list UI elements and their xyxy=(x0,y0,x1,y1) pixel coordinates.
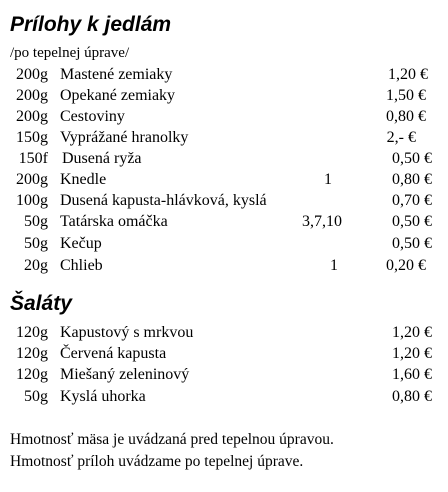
item-qty: 120g xyxy=(16,366,48,383)
item-name: Kečup xyxy=(60,235,102,252)
item-name: Červená kapusta xyxy=(60,345,167,362)
item-price: 0,20 € xyxy=(386,257,426,274)
menu-row xyxy=(0,64,448,85)
item-price: 0,80 € xyxy=(392,388,432,405)
menu-row xyxy=(0,255,448,276)
item-price: 1,20 € xyxy=(392,345,432,362)
menu-row xyxy=(0,85,448,106)
item-qty: 200g xyxy=(16,66,48,83)
item-qty: 150g xyxy=(16,129,48,146)
item-name: Kyslá uhorka xyxy=(60,388,146,405)
item-qty: 200g xyxy=(16,87,48,104)
menu-row xyxy=(0,127,448,148)
item-name: Chlieb xyxy=(60,257,103,274)
item-name: Kapustový s mrkvou xyxy=(60,324,194,341)
item-price: 1,50 € xyxy=(386,87,426,104)
item-name: Tatárska omáčka xyxy=(60,213,168,230)
menu-row xyxy=(0,386,448,407)
menu-row xyxy=(0,106,448,127)
item-name: Miešaný zeleninový xyxy=(60,366,190,383)
salads-title: Šaláty xyxy=(10,292,72,315)
item-qty: 200g xyxy=(16,108,48,125)
item-qty: 120g xyxy=(16,345,48,362)
menu-row xyxy=(0,343,448,364)
item-name: Cestoviny xyxy=(60,108,125,125)
sides-title: Prílohy k jedlám xyxy=(10,13,172,36)
item-name: Dusená kapusta-hlávková, kyslá xyxy=(60,192,267,209)
menu-row xyxy=(0,364,448,385)
item-price: 0,50 € xyxy=(392,235,432,252)
item-price: 0,80 € xyxy=(386,108,426,125)
footer-note-meat: Hmotnosť mäsa je uvádzaná pred tepelnou úpravou. xyxy=(10,431,334,448)
menu-row xyxy=(0,190,448,211)
item-allergens: 3,7,10 xyxy=(302,213,342,230)
menu-row xyxy=(0,211,448,232)
item-qty: 150f xyxy=(18,150,48,167)
item-qty: 50g xyxy=(24,388,48,405)
sides-subtitle: /po tepelnej úprave/ xyxy=(10,45,130,61)
item-price: 0,50 € xyxy=(392,213,432,230)
menu-row xyxy=(0,322,448,343)
item-qty: 50g xyxy=(24,235,48,252)
item-name: Dusená ryža xyxy=(62,150,142,167)
item-name: Knedle xyxy=(60,171,107,188)
item-qty: 200g xyxy=(16,171,48,188)
item-price: 1,20 € xyxy=(392,324,432,341)
item-price: 0,50 € xyxy=(392,150,432,167)
item-name: Opekané zemiaky xyxy=(60,87,176,104)
item-qty: 120g xyxy=(16,324,48,341)
item-price: 0,80 € xyxy=(392,171,432,188)
item-allergens: 1 xyxy=(324,171,332,188)
item-price: 0,70 € xyxy=(392,192,432,209)
menu-row xyxy=(0,233,448,254)
menu-row xyxy=(0,169,448,190)
item-allergens: 1 xyxy=(330,257,338,274)
item-qty: 50g xyxy=(24,213,48,230)
item-price: 1,20 € xyxy=(388,66,428,83)
item-price: 1,60 € xyxy=(392,366,432,383)
footer-note-sides: Hmotnosť príloh uvádzame po tepelnej úprave. xyxy=(10,453,304,470)
item-qty: 100g xyxy=(16,192,48,209)
item-name: Mastené zemiaky xyxy=(60,66,173,83)
item-price: 2,- € xyxy=(386,129,416,146)
item-name: Vyprážané hranolky xyxy=(60,129,189,146)
item-qty: 20g xyxy=(24,257,48,274)
menu-row xyxy=(0,148,448,169)
